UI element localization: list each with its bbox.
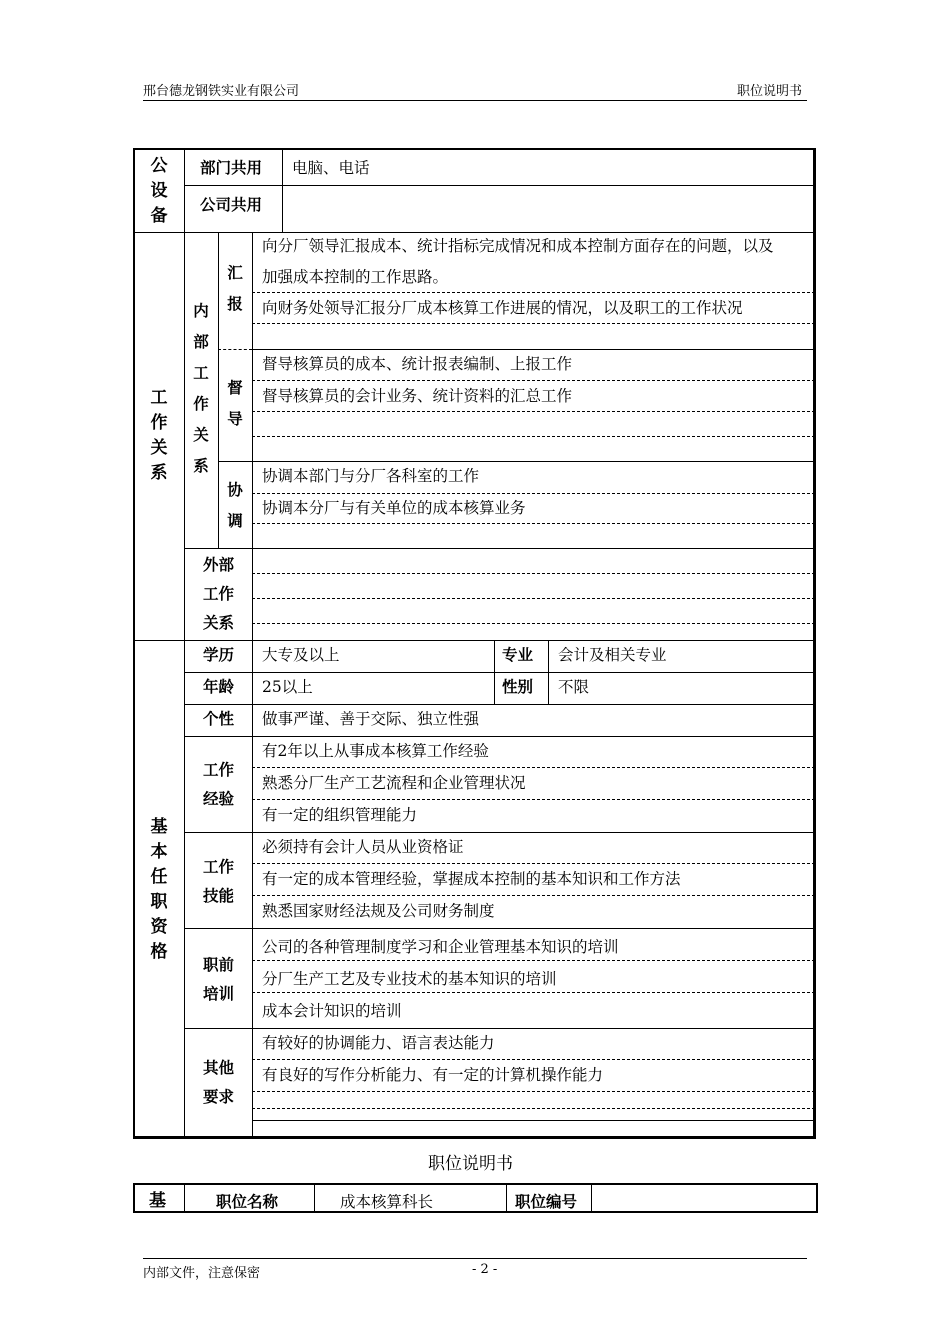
external-relations-label: 外部	[203, 556, 235, 574]
skills-item: 熟悉国家财经法规及公司财务制度	[262, 902, 495, 920]
personality-label: 个性	[203, 710, 235, 728]
supervise-label: 督导	[227, 379, 243, 428]
skills-item: 有一定的成本管理经验，掌握成本控制的基本知识和工作方法	[262, 870, 681, 888]
external-relations-label: 工作	[203, 585, 235, 603]
next-table-title: 职位说明书	[428, 1154, 513, 1174]
skills-label: 工作	[203, 858, 235, 876]
external-relations-label: 关系	[203, 614, 235, 632]
education-value: 大专及以上	[262, 646, 340, 664]
dept-shared-label: 部门共用	[200, 159, 263, 177]
header-doc-type: 职位说明书	[737, 84, 803, 99]
gender-value: 不限	[558, 678, 590, 696]
coordinate-item: 协调本部门与分厂各科室的工作	[262, 467, 480, 485]
education-label: 学历	[203, 646, 235, 664]
report-label: 汇报	[227, 264, 243, 313]
training-label: 职前	[203, 956, 235, 974]
age-label: 年龄	[203, 678, 235, 696]
personality-value: 做事严谨、善于交际、独立性强	[262, 710, 480, 728]
experience-label: 经验	[203, 790, 235, 808]
gender-label: 性别	[502, 678, 534, 696]
internal-relations-label: 内部工作关系	[193, 302, 209, 475]
header-rule	[143, 100, 807, 101]
major-value: 会计及相关专业	[558, 646, 667, 664]
footer-rule	[143, 1258, 807, 1259]
coordinate-label: 协调	[227, 481, 243, 530]
position-code-label: 职位编号	[515, 1193, 578, 1211]
skills-item: 必须持有会计人员从业资格证	[262, 838, 464, 856]
training-label: 培训	[203, 985, 235, 1003]
age-value: 25以上	[262, 678, 313, 696]
report-item: 向财务处领导汇报分厂成本核算工作进展的情况，以及职工的工作状况	[262, 299, 743, 317]
next-section-label: 基	[149, 1191, 166, 1211]
supervise-item: 督导核算员的成本、统计报表编制、上报工作	[262, 355, 573, 373]
company-shared-label: 公司共用	[200, 196, 263, 214]
confidential-note: 内部文件，注意保密	[143, 1266, 261, 1281]
qualifications-section-label: 基本任职资格	[150, 817, 168, 962]
work-relations-section-label: 工作关系	[150, 388, 168, 483]
report-item: 向分厂领导汇报成本、统计指标完成情况和成本控制方面存在的问题，以及	[262, 237, 774, 255]
position-name-value: 成本核算科长	[340, 1193, 434, 1211]
other-requirements-label: 其他	[203, 1059, 235, 1077]
experience-item: 有2年以上从事成本核算工作经验	[262, 742, 489, 760]
experience-item: 熟悉分厂生产工艺流程和企业管理状况	[262, 774, 526, 792]
other-requirements-item: 有良好的写作分析能力、有一定的计算机操作能力	[262, 1066, 604, 1084]
position-name-label: 职位名称	[216, 1193, 279, 1211]
page-number: - 2 -	[472, 1262, 498, 1277]
coordinate-item: 协调本分厂与有关单位的成本核算业务	[262, 499, 526, 517]
report-item: 加强成本控制的工作思路。	[262, 268, 449, 286]
other-requirements-label: 要求	[203, 1088, 235, 1106]
training-item: 公司的各种管理制度学习和企业管理基本知识的培训	[262, 938, 619, 956]
equipment-section-label: 公设备	[150, 156, 168, 226]
supervise-item: 督导核算员的会计业务、统计资料的汇总工作	[262, 387, 573, 405]
skills-label: 技能	[203, 887, 235, 905]
major-label: 专业	[502, 646, 534, 664]
training-item: 成本会计知识的培训	[262, 1002, 402, 1020]
company-name: 邢台德龙钢铁实业有限公司	[143, 84, 300, 99]
experience-item: 有一定的组织管理能力	[262, 806, 418, 824]
dept-shared-value: 电脑、电话	[292, 159, 370, 177]
training-item: 分厂生产工艺及专业技术的基本知识的培训	[262, 970, 557, 988]
experience-label: 工作	[203, 761, 235, 779]
other-requirements-item: 有较好的协调能力、语言表达能力	[262, 1034, 495, 1052]
